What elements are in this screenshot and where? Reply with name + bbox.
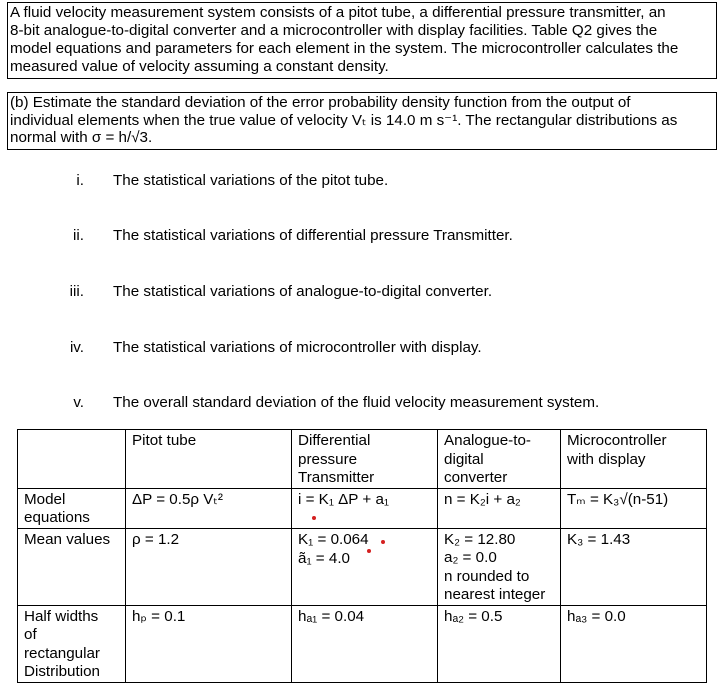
mean-line: n rounded to [444,567,530,585]
item-number: iv. [69,339,84,356]
header-text: Differential [298,432,371,449]
header-text: Transmitter [298,469,375,486]
red-dot-marker [381,540,385,544]
row-label-text: of [24,626,37,643]
table-row-half-widths [18,605,707,682]
header-differential-transmitter [292,430,438,489]
item-number: ii. [73,227,84,244]
intro-paragraph [7,2,717,79]
mean-line: nearest integer [444,586,546,603]
item-text: The overall standard deviation of the fluid velocity measurement system. [113,394,600,411]
intro-line: measured value of velocity assuming a constant density. [10,58,389,75]
item-number: iii. [69,283,84,300]
cell-mcu-mean: K₃ = 1.43 [561,528,707,605]
red-dot-marker [298,509,431,523]
cell-dpt-mean [292,528,438,605]
header-pitot-tube [126,430,292,489]
row-label-model [18,488,126,528]
header-text: Analogue-to- [444,432,531,449]
header-microcontroller [561,430,707,489]
cell-pitot-half-width: hₚ = 0.1 [126,605,292,682]
part-b-paragraph [7,92,717,150]
part-b-line: (b) Estimate the standard deviation of the error probability density function from the output of [10,94,631,111]
item-text: The statistical variations of the pitot tube. [113,172,389,189]
part-b-line: normal with σ = h/√3. [10,129,153,146]
header-text: pressure [298,450,358,468]
item-number: v. [73,394,84,411]
row-label-text: Model [24,490,66,508]
intro-line: A fluid velocity measurement system consists of a pitot tube, a differential pressure transmitter, an [10,4,666,21]
row-label-text: Distribution [24,663,100,680]
mean-line: K₁ = 0.064 [298,531,431,550]
item-number: i. [76,172,84,189]
red-dot-marker [367,549,371,553]
cell-pitot-equation: ΔP = 0.5ρ Vₜ² [126,488,292,528]
cell-adc-equation: n = K₂i + a₂ [438,488,561,528]
mean-line: ã₁ = 4.0 [298,549,431,569]
table-header-row [18,430,707,489]
header-text: Microcontroller [567,432,667,449]
model-parameters-table [17,429,707,683]
cell-mcu-half-width: hₐ₃ = 0.0 [561,605,707,682]
table-row-mean-values [18,528,707,605]
cell-adc-half-width: hₐ₂ = 0.5 [438,605,561,682]
header-text: with display [567,450,646,468]
cell-adc-mean [438,528,561,605]
header-adc [438,430,561,489]
cell-dpt-half-width: hₐ₁ = 0.04 [292,605,438,682]
header-text: Pitot tube [132,432,197,449]
cell-dpt-equation [292,488,438,528]
intro-line: 8-bit analogue-to-digital converter and a microcontroller with display facilities. Table Q2 gives the [10,22,658,39]
item-text: The statistical variations of analogue-to-digital converter. [113,283,493,300]
row-label-text: rectangular [24,644,100,662]
equation-text: i = K₁ ΔP + a₁ [298,490,390,508]
row-label-text: Half widths [24,607,99,625]
item-text: The statistical variations of microcontroller with display. [113,339,482,356]
row-label-half-widths [18,605,126,682]
row-label-mean: Mean values [18,528,126,605]
item-text: The statistical variations of differential pressure Transmitter. [113,227,513,244]
intro-line: model equations and parameters for each element in the system. The microcontroller calculates the [10,40,679,57]
mean-line: a₂ = 0.0 [444,549,497,566]
mean-line: K₂ = 12.80 [444,530,516,548]
header-text: digital [444,450,484,468]
table-row-model-equations [18,488,707,528]
header-text: converter [444,469,508,486]
cell-pitot-mean: ρ = 1.2 [126,528,292,605]
row-label-text: equations [24,509,90,526]
empty-header-cell [18,430,126,489]
cell-mcu-equation: Tₘ = K₃√(n-51) [561,488,707,528]
part-b-line: individual elements when the true value of velocity Vₜ is 14.0 m s⁻¹. The rectangular distributions as [10,111,678,129]
